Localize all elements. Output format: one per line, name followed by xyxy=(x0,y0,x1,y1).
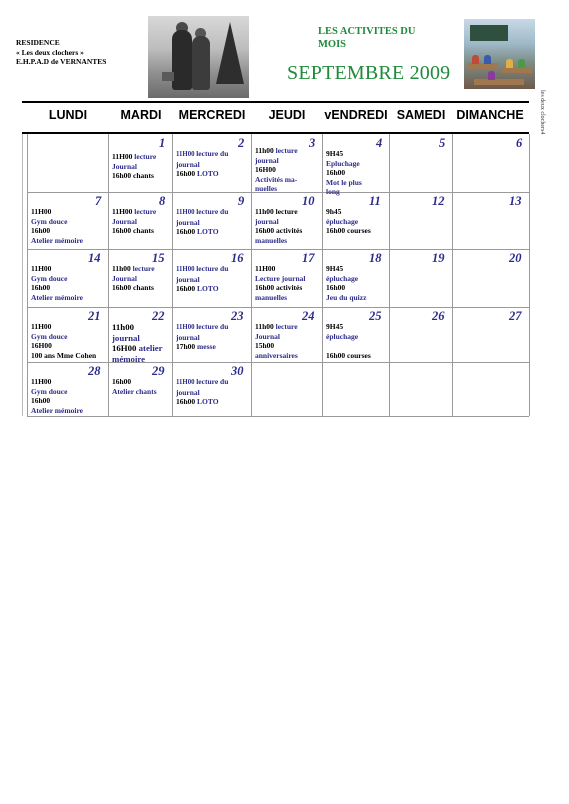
activity-line xyxy=(326,351,387,361)
activity-line xyxy=(31,226,106,236)
day-activities xyxy=(176,149,249,179)
children-walking-photo xyxy=(148,16,249,98)
activity-text: Gym douce xyxy=(31,331,68,341)
activity-line xyxy=(326,274,387,284)
activity-line xyxy=(31,406,106,416)
activity-text: épluchage xyxy=(326,331,359,341)
grid-column-line xyxy=(27,134,28,416)
activity-line xyxy=(255,146,320,156)
activity-text: lecture du xyxy=(196,322,229,331)
grid-column-line xyxy=(389,134,390,416)
activity-line xyxy=(326,341,387,351)
activity-line xyxy=(176,169,249,179)
month-title: SEPTEMBRE 2009 xyxy=(287,62,451,84)
activity-line xyxy=(255,226,320,236)
activity-line xyxy=(112,387,170,397)
activity-text: 11H00 xyxy=(31,207,52,216)
activity-text: 11H00 xyxy=(31,322,52,331)
activity-text: Journal xyxy=(112,273,138,283)
activity-text: 16h00 xyxy=(326,283,346,293)
activity-line xyxy=(255,274,320,284)
day-activities xyxy=(326,149,387,197)
activity-text: 9H45 xyxy=(326,264,344,273)
activity-text: lecture xyxy=(132,264,155,273)
activity-text: 11H00 xyxy=(112,152,135,161)
activity-text: 16h00 xyxy=(176,169,198,179)
day-activities xyxy=(112,322,170,364)
activity-line xyxy=(176,207,249,218)
activity-text: Journal xyxy=(112,216,138,226)
activity-line xyxy=(31,341,106,351)
grid-column-line xyxy=(452,134,453,416)
activity-line xyxy=(176,149,249,160)
day-activities xyxy=(176,322,249,352)
activity-text: 11H00 xyxy=(176,266,197,273)
activity-line xyxy=(31,351,106,361)
day-number: 20 xyxy=(509,251,522,265)
day-number: 19 xyxy=(432,251,445,265)
activity-text: LOTO xyxy=(197,169,219,179)
activity-text: 16h00 xyxy=(31,283,51,293)
activity-line xyxy=(176,227,249,237)
activity-text: 11h00 lecture xyxy=(255,207,298,216)
activity-text: 16h00 chants xyxy=(112,283,154,293)
day-number: 11 xyxy=(369,194,381,208)
day-activities xyxy=(112,207,170,236)
weekday-header: DIMANCHE xyxy=(456,108,524,122)
activity-line xyxy=(31,274,106,284)
activity-text: lecture xyxy=(275,146,298,155)
activity-text: lecture du xyxy=(196,264,229,273)
activity-line xyxy=(112,152,170,162)
activity-text: atelier xyxy=(138,343,163,353)
day-number: 17 xyxy=(302,251,315,265)
activity-text: 11H00 xyxy=(176,209,197,216)
activity-line xyxy=(31,293,106,303)
day-number: 16 xyxy=(231,251,244,265)
activity-line xyxy=(31,332,106,342)
activity-line xyxy=(112,343,170,354)
activity-line xyxy=(31,236,106,246)
day-number: 14 xyxy=(88,251,101,265)
activity-text: journal xyxy=(176,159,200,169)
activity-line xyxy=(112,333,170,344)
activity-line xyxy=(326,226,387,236)
activity-line xyxy=(326,264,387,274)
day-number: 26 xyxy=(432,309,445,323)
residence-line: E.H.P.A.D de VERNANTES xyxy=(16,57,107,66)
side-note: les deux clochers4 xyxy=(539,90,545,135)
activity-line xyxy=(255,293,320,303)
activity-text: lecture du xyxy=(196,377,229,386)
day-activities xyxy=(176,377,249,407)
activity-text: Journal xyxy=(112,161,138,171)
day-activities xyxy=(31,322,106,360)
day-number: 13 xyxy=(509,194,522,208)
activity-text: Jeu du quizz xyxy=(326,292,367,302)
day-activities xyxy=(176,207,249,237)
activity-text: Activités ma- xyxy=(255,174,298,184)
activity-line xyxy=(326,293,387,303)
header-rule xyxy=(22,101,529,103)
activity-text: 11H00 xyxy=(112,207,135,216)
activity-text: Mot le plus xyxy=(326,177,362,187)
activity-line xyxy=(176,218,249,228)
activity-text: Lecture journal xyxy=(255,273,306,283)
activity-text: journal xyxy=(255,155,279,165)
day-activities xyxy=(112,377,170,396)
activity-text: LOTO xyxy=(197,227,219,237)
residence-line: RESIDENCE xyxy=(16,38,60,47)
activity-line xyxy=(176,388,249,398)
activity-text: Atelier chants xyxy=(112,386,157,396)
classroom-photo xyxy=(464,19,535,89)
activity-text: 16h00 chants xyxy=(112,171,154,181)
activity-text: 16h00 xyxy=(31,226,51,236)
activity-line xyxy=(255,207,320,217)
activity-text: lecture xyxy=(134,152,157,161)
day-activities xyxy=(255,264,320,302)
grid-row-line xyxy=(27,249,529,250)
day-number: 27 xyxy=(509,309,522,323)
activity-text: 16H00 xyxy=(112,343,139,353)
grid-column-line xyxy=(322,134,323,416)
activity-text: 11h00 xyxy=(255,322,276,331)
activity-line xyxy=(112,322,170,333)
activity-text: lecture du xyxy=(196,149,229,158)
activity-text: 16H00 xyxy=(255,165,276,175)
activity-line xyxy=(176,284,249,294)
activity-text: 16h00 chants xyxy=(112,226,154,236)
activity-line xyxy=(112,264,170,274)
day-number: 29 xyxy=(152,364,165,378)
grid-column-line xyxy=(172,134,173,416)
activity-text: 16h00 courses xyxy=(326,350,371,360)
activity-line xyxy=(255,264,320,274)
activity-text: 17h00 xyxy=(176,342,198,352)
activity-line xyxy=(326,178,387,188)
day-number: 25 xyxy=(369,309,382,323)
activity-text: 9h45 xyxy=(326,207,342,216)
weekday-header: JEUDI xyxy=(268,108,306,122)
activity-text: 11h00 xyxy=(112,264,133,273)
day-number: 22 xyxy=(152,309,165,323)
activity-line xyxy=(255,175,320,185)
grid-row-line xyxy=(27,362,529,363)
activity-text: 11H00 xyxy=(176,324,197,331)
activity-line xyxy=(326,322,387,332)
residence-block xyxy=(16,38,106,67)
activity-line xyxy=(255,165,320,175)
activity-line xyxy=(255,156,320,166)
activity-text: 9H45 xyxy=(326,322,344,331)
activity-line xyxy=(176,397,249,407)
activity-text: Journal xyxy=(255,331,281,341)
activity-text: journal xyxy=(176,217,200,227)
activity-line xyxy=(255,236,320,246)
activity-line xyxy=(31,322,106,332)
activities-title: LES ACTIVITES DU MOIS xyxy=(318,26,416,50)
activity-line xyxy=(112,377,170,387)
day-activities xyxy=(255,146,320,194)
day-number: 18 xyxy=(369,251,382,265)
activity-line xyxy=(255,283,320,293)
activity-text: 16h00 xyxy=(112,377,132,386)
day-activities xyxy=(176,264,249,294)
activity-line xyxy=(255,341,320,351)
activity-text: lecture xyxy=(134,207,157,216)
day-number: 10 xyxy=(302,194,315,208)
activity-line xyxy=(31,396,106,406)
day-number: 5 xyxy=(439,136,446,150)
activity-line xyxy=(31,207,106,217)
weekday-header: MERCREDI xyxy=(178,108,246,122)
day-number: 9 xyxy=(238,194,245,208)
activity-text: nuelles xyxy=(255,184,278,194)
day-number: 1 xyxy=(159,136,166,150)
activity-text: épluchage xyxy=(326,273,359,283)
activity-text: 16h00 activités xyxy=(255,226,303,236)
activity-text: 16h00 xyxy=(326,168,346,178)
weekday-header: SAMEDI xyxy=(396,108,446,122)
activity-line xyxy=(326,159,387,169)
day-number: 3 xyxy=(309,136,316,150)
activity-line xyxy=(112,354,170,365)
activity-line xyxy=(112,283,170,293)
day-activities xyxy=(112,152,170,181)
activity-line xyxy=(31,377,106,387)
activity-text: Gym douce xyxy=(31,386,68,396)
day-activities xyxy=(31,207,106,245)
activity-text: 16h00 activités xyxy=(255,283,303,293)
activity-line xyxy=(112,274,170,284)
activity-text: journal xyxy=(176,332,200,342)
activity-line xyxy=(255,184,320,194)
grid-column-line xyxy=(529,134,530,416)
activity-line xyxy=(176,322,249,333)
day-activities xyxy=(255,322,320,360)
day-activities xyxy=(326,207,387,236)
activity-line xyxy=(176,333,249,343)
activity-text: lecture xyxy=(275,322,298,331)
activity-text: 11h00 xyxy=(112,322,135,332)
activity-text: 16h00 courses xyxy=(326,226,371,236)
activity-line xyxy=(176,342,249,352)
day-number: 7 xyxy=(95,194,102,208)
activity-text: 9H45 xyxy=(326,149,344,158)
day-number: 30 xyxy=(231,364,244,378)
day-activities xyxy=(326,322,387,360)
weekday-header: MARDI xyxy=(120,108,162,122)
grid-left-edge xyxy=(22,134,23,416)
activity-line xyxy=(112,162,170,172)
activity-text: Atelier mémoire xyxy=(31,292,83,302)
day-number: 8 xyxy=(159,194,166,208)
activity-line xyxy=(326,332,387,342)
weekday-header: LUNDI xyxy=(48,108,88,122)
activity-text: 11H00 xyxy=(31,264,52,273)
day-number: 15 xyxy=(152,251,165,265)
day-activities xyxy=(31,264,106,302)
activity-text: Atelier mémoire xyxy=(31,405,83,415)
activity-text: journal xyxy=(176,274,200,284)
activity-text: 11H00 xyxy=(176,151,197,158)
activity-text: mémoire xyxy=(112,353,146,364)
activity-line xyxy=(112,171,170,181)
activity-text: 11H00 xyxy=(31,377,52,386)
activity-text: 16h00 xyxy=(176,397,198,407)
day-activities xyxy=(326,264,387,302)
activity-text: 16h00 xyxy=(176,227,198,237)
grid-row-line xyxy=(27,416,529,417)
day-number: 2 xyxy=(238,136,245,150)
activity-line xyxy=(176,160,249,170)
activity-text: 15h00 xyxy=(255,341,275,351)
activity-text: 16H00 xyxy=(31,341,52,351)
activity-line xyxy=(255,351,320,361)
activity-line xyxy=(326,207,387,217)
activity-text: Epluchage xyxy=(326,158,360,168)
activity-text: 100 ans Mme Cohen xyxy=(31,350,97,360)
residence-line: « Les deux clochers » xyxy=(16,47,84,57)
grid-column-line xyxy=(251,134,252,416)
activity-line xyxy=(326,149,387,159)
day-activities xyxy=(31,377,106,415)
activity-text: journal xyxy=(176,387,200,397)
activity-line xyxy=(326,168,387,178)
activity-line xyxy=(31,283,106,293)
day-number: 12 xyxy=(432,194,445,208)
activity-text: manuelles xyxy=(255,235,288,245)
activity-text: 16h00 xyxy=(176,284,198,294)
activity-text: Gym douce xyxy=(31,273,68,283)
activity-text: journal xyxy=(112,332,140,343)
activity-text: LOTO xyxy=(197,397,219,407)
day-number: 4 xyxy=(376,136,383,150)
grid-row-line xyxy=(27,307,529,308)
activity-text: lecture du xyxy=(196,207,229,216)
activity-line xyxy=(176,275,249,285)
weekday-header: vENDREDI xyxy=(324,108,388,122)
day-activities xyxy=(255,207,320,245)
activity-text: journal xyxy=(255,216,279,226)
day-number: 24 xyxy=(302,309,315,323)
activity-line xyxy=(326,283,387,293)
activity-line xyxy=(255,332,320,342)
activity-line xyxy=(31,217,106,227)
activity-text: manuelles xyxy=(255,292,288,302)
activity-line xyxy=(326,217,387,227)
activity-text: anniversaires xyxy=(255,350,298,360)
activity-line xyxy=(176,377,249,388)
activity-text: long xyxy=(326,187,340,197)
day-number: 21 xyxy=(88,309,101,323)
activity-text: épluchage xyxy=(326,216,359,226)
activity-line xyxy=(255,322,320,332)
activity-text: Gym douce xyxy=(31,216,68,226)
activity-line xyxy=(255,217,320,227)
day-number: 6 xyxy=(516,136,523,150)
activity-text: 16h00 xyxy=(31,396,51,406)
activity-line xyxy=(176,264,249,275)
activity-line xyxy=(31,264,106,274)
day-activities xyxy=(112,264,170,293)
activity-text: LOTO xyxy=(197,284,219,294)
day-number: 23 xyxy=(231,309,244,323)
activity-text: 11H00 xyxy=(255,264,276,273)
grid-column-line xyxy=(108,134,109,416)
activity-text: 11h00 xyxy=(255,146,276,155)
activity-text: messe xyxy=(197,342,216,352)
day-number: 28 xyxy=(88,364,101,378)
activity-line xyxy=(31,387,106,397)
activity-line xyxy=(112,226,170,236)
activity-line xyxy=(112,217,170,227)
activity-text: Atelier mémoire xyxy=(31,235,83,245)
activity-text: 11H00 xyxy=(176,379,197,386)
activity-line xyxy=(112,207,170,217)
